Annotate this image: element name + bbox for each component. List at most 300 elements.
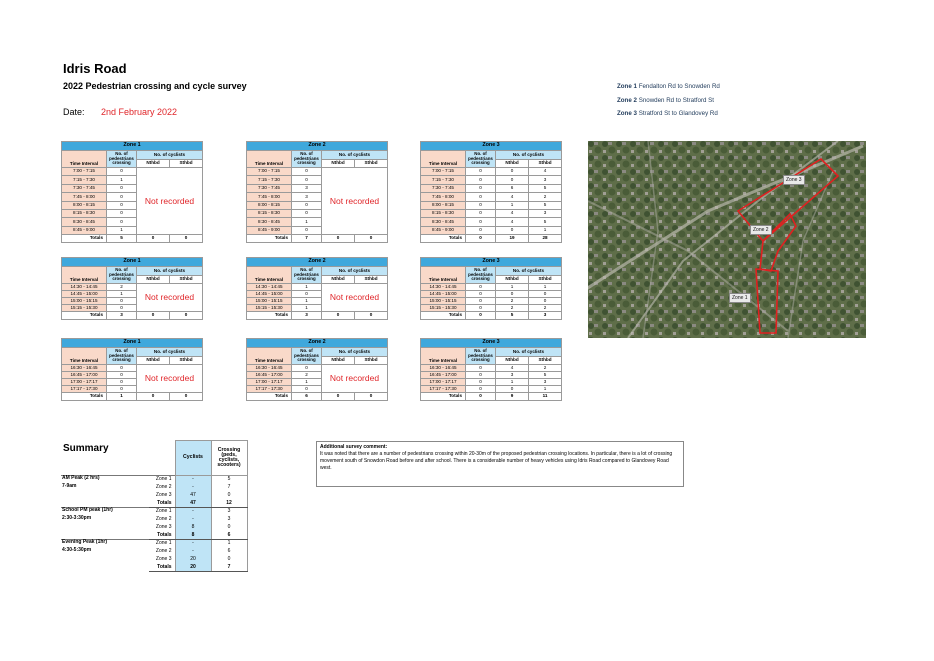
sthbd-total-cell: 0	[170, 312, 203, 320]
zone-legend-key: Zone 1	[617, 83, 637, 90]
totals-label: Totals	[421, 312, 466, 320]
sthbd-count-cell: 1	[529, 226, 562, 234]
time-interval-header: Time Interval	[62, 267, 107, 284]
zone-legend-1	[617, 83, 720, 90]
time-interval-cell: 15:15 - 15:30	[421, 305, 466, 312]
zone-header-row	[421, 339, 562, 348]
sthbd-total-cell: 3	[529, 312, 562, 320]
sthbd-count-cell: 3	[529, 379, 562, 386]
sthbd-total-cell: 11	[529, 393, 562, 401]
time-interval-cell: 8:15 - 8:30	[62, 209, 107, 217]
table-row	[421, 209, 562, 217]
pedestrian-count-cell: 1	[292, 218, 322, 226]
not-recorded-cell: Not recorded	[322, 284, 388, 312]
pedestrian-count-cell: 0	[107, 218, 137, 226]
pedestrian-count-cell: 1	[107, 291, 137, 298]
table-row	[421, 291, 562, 298]
zone-table-title: Zone 1	[62, 142, 203, 151]
not-recorded-cell: Not recorded	[137, 284, 203, 312]
pedestrian-count-cell: 0	[466, 209, 496, 217]
pedestrian-count-cell: 3	[292, 193, 322, 201]
date-label: Date:	[63, 107, 85, 117]
summary-spacer	[149, 441, 175, 476]
pedestrian-count-cell: 0	[107, 379, 137, 386]
pedestrian-count-cell: 0	[466, 226, 496, 234]
sthbd-header: Sthbd	[355, 276, 388, 284]
pedestrian-count-cell: 0	[466, 168, 496, 176]
cyclists-header: No. of cyclists	[137, 267, 203, 276]
table-row	[421, 168, 562, 176]
time-interval-cell: 7:15 - 7:30	[62, 176, 107, 184]
summary-spacer	[61, 441, 149, 476]
zone-table	[61, 141, 203, 243]
zone-header-row	[247, 142, 388, 151]
pedestrian-count-cell: 3	[292, 184, 322, 192]
summary-crossing-cell: 0	[211, 556, 247, 564]
summary-cyclists-cell: 20	[175, 556, 211, 564]
summary-crossing-cell: 3	[211, 516, 247, 524]
pedestrian-count-cell: 1	[107, 176, 137, 184]
summary-cyclists-cell: 8	[175, 524, 211, 532]
pedestrian-count-cell: 0	[466, 193, 496, 201]
nthbd-count-cell: 4	[496, 218, 529, 226]
pedestrian-count-cell: 0	[292, 201, 322, 209]
pedestrian-count-cell: 0	[292, 226, 322, 234]
nthbd-total-cell: 5	[496, 312, 529, 320]
totals-label: Totals	[62, 235, 107, 243]
sthbd-total-cell: 28	[529, 235, 562, 243]
zone-legend-desc: Stratford St to Glandovey Rd	[638, 110, 718, 117]
summary-cyclists-total: 8	[175, 532, 211, 540]
pedestrian-count-cell: 0	[466, 284, 496, 291]
totals-label: Totals	[421, 393, 466, 401]
nthbd-count-cell: 4	[496, 365, 529, 372]
totals-label: Totals	[247, 235, 292, 243]
table-row	[62, 168, 203, 176]
summary-cyclists-cell: 47	[175, 492, 211, 500]
zone-header-row	[62, 339, 203, 348]
pedestrians-header: No. of pedestrians crossing	[107, 151, 137, 168]
summary-cyclists-cell: -	[175, 484, 211, 492]
time-interval-cell: 17:00 - 17:17	[62, 379, 107, 386]
time-interval-cell: 16:45 - 17:00	[421, 372, 466, 379]
pedestrian-count-cell: 0	[466, 379, 496, 386]
pedestrian-count-cell: 0	[107, 386, 137, 393]
time-interval-cell: 16:30 - 16:45	[247, 365, 292, 372]
totals-label: Totals	[62, 312, 107, 320]
sthbd-header: Sthbd	[529, 160, 562, 168]
summary-totals-row	[61, 564, 247, 572]
totals-row	[421, 393, 562, 401]
time-interval-cell: 7:30 - 7:45	[247, 184, 292, 192]
time-interval-cell: 8:30 - 8:45	[247, 218, 292, 226]
totals-label: Totals	[247, 312, 292, 320]
zone-header-row	[421, 258, 562, 267]
zone-table	[246, 141, 388, 243]
header-row	[247, 348, 388, 357]
time-interval-cell: 14:45 - 15:00	[421, 291, 466, 298]
time-interval-header: Time Interval	[421, 348, 466, 365]
sthbd-count-cell: 1	[529, 386, 562, 393]
pedestrians-header: No. of pedestrians crossing	[466, 151, 496, 168]
nthbd-count-cell: 2	[496, 305, 529, 312]
nthbd-count-cell: 3	[496, 372, 529, 379]
cyclists-header: No. of cyclists	[496, 348, 562, 357]
nthbd-total-cell: 0	[322, 393, 355, 401]
summary-totals-label: Totals	[149, 500, 175, 508]
summary-zone-label: Zone 2	[155, 484, 172, 490]
not-recorded-cell: Not recorded	[137, 168, 203, 235]
zone-table	[246, 338, 388, 401]
not-recorded-cell: Not recorded	[322, 365, 388, 393]
sthbd-count-cell: 5	[529, 184, 562, 192]
time-interval-cell: 17:17 - 17:30	[421, 386, 466, 393]
aerial-map-image	[588, 141, 866, 338]
summary-cyclists-cell: -	[175, 508, 211, 516]
pedestrian-total-cell: 7	[292, 235, 322, 243]
pedestrian-count-cell: 0	[107, 372, 137, 379]
pedestrians-header: No. of pedestrians crossing	[292, 151, 322, 168]
pedestrian-total-cell: 5	[107, 235, 137, 243]
zone-legend-key: Zone 2	[617, 97, 637, 104]
summary-period-time: 2:30-3:30pm	[62, 514, 92, 521]
nthbd-total-cell: 0	[137, 393, 170, 401]
summary-crossing-cell: 5	[211, 476, 247, 484]
table-row	[247, 284, 388, 291]
nthbd-count-cell: 1	[496, 284, 529, 291]
nthbd-total-cell: 0	[137, 235, 170, 243]
zone-table-title: Zone 2	[247, 142, 388, 151]
zone-header-row	[247, 339, 388, 348]
pedestrian-count-cell: 0	[292, 209, 322, 217]
table-row	[62, 284, 203, 291]
survey-comment-box	[316, 441, 684, 487]
sthbd-total-cell: 0	[170, 393, 203, 401]
sthbd-count-cell: 5	[529, 372, 562, 379]
nthbd-count-cell: 0	[496, 168, 529, 176]
table-row	[421, 372, 562, 379]
totals-row	[247, 393, 388, 401]
totals-row	[62, 393, 203, 401]
time-interval-cell: 16:45 - 17:00	[62, 372, 107, 379]
nthbd-total-cell: 0	[322, 312, 355, 320]
time-interval-cell: 8:00 - 8:15	[62, 201, 107, 209]
sthbd-count-cell: 2	[529, 305, 562, 312]
summary-crossing-cell: 0	[211, 524, 247, 532]
time-interval-cell: 8:00 - 8:15	[421, 201, 466, 209]
date-value: 2nd February 2022	[101, 107, 178, 117]
pedestrian-count-cell: 0	[292, 386, 322, 393]
totals-row	[247, 235, 388, 243]
summary-row	[61, 492, 247, 500]
summary-zone-label: Zone 1	[149, 540, 175, 548]
time-interval-cell: 8:45 - 9:00	[62, 226, 107, 234]
pedestrian-count-cell: 1	[292, 284, 322, 291]
pedestrian-total-cell: 0	[466, 393, 496, 401]
table-row	[247, 365, 388, 372]
zone-legend-desc: Fendalton Rd to Snowden Rd	[638, 83, 720, 90]
summary-period-name: AM Peak (2 hrs)	[61, 476, 149, 484]
aerial-map	[588, 141, 866, 338]
time-interval-cell: 17:17 - 17:30	[62, 386, 107, 393]
summary-crossing-cell: 7	[211, 484, 247, 492]
table-row	[421, 201, 562, 209]
page-title: Idris Road	[63, 61, 127, 76]
nthbd-count-cell: 6	[496, 184, 529, 192]
summary-period-time: 4:30-5:30pm	[62, 546, 92, 553]
zone-table-title: Zone 3	[421, 339, 562, 348]
sthbd-total-cell: 0	[170, 235, 203, 243]
summary-crossing-total: 6	[211, 532, 247, 540]
nthbd-header: Nthbd	[322, 160, 355, 168]
sthbd-header: Sthbd	[355, 357, 388, 365]
pedestrian-count-cell: 0	[292, 176, 322, 184]
time-interval-cell: 8:45 - 9:00	[247, 226, 292, 234]
summary-crossing-total: 7	[211, 564, 247, 572]
summary-cyclists-cell: -	[175, 476, 211, 484]
sthbd-count-cell: 5	[529, 218, 562, 226]
cyclists-header: No. of cyclists	[137, 348, 203, 357]
pedestrian-count-cell: 0	[466, 291, 496, 298]
zone-table	[420, 338, 562, 401]
zone-table-title: Zone 3	[421, 142, 562, 151]
summary-crossing-cell: 0	[211, 492, 247, 500]
zone-table-title: Zone 2	[247, 258, 388, 267]
sthbd-count-cell: 0	[529, 291, 562, 298]
sthbd-header: Sthbd	[529, 357, 562, 365]
time-interval-cell: 7:15 - 7:30	[247, 176, 292, 184]
pedestrian-count-cell: 1	[292, 305, 322, 312]
pedestrian-count-cell: 0	[107, 209, 137, 217]
time-interval-cell: 17:17 - 17:30	[247, 386, 292, 393]
header-row	[62, 348, 203, 357]
time-interval-cell: 8:45 - 9:00	[421, 226, 466, 234]
pedestrian-count-cell: 0	[107, 193, 137, 201]
sthbd-count-cell: 0	[529, 298, 562, 305]
summary-crossing-cell: 6	[211, 548, 247, 556]
time-interval-cell: 7:45 - 8:00	[247, 193, 292, 201]
time-interval-cell: 14:30 - 14:45	[62, 284, 107, 291]
pedestrian-count-cell: 0	[107, 298, 137, 305]
not-recorded-cell: Not recorded	[322, 168, 388, 235]
time-interval-cell: 7:00 - 7:15	[247, 168, 292, 176]
table-row	[421, 226, 562, 234]
time-interval-cell: 16:30 - 16:45	[421, 365, 466, 372]
cyclists-header: No. of cyclists	[496, 267, 562, 276]
zone-header-row	[62, 142, 203, 151]
time-interval-cell: 17:00 - 17:17	[421, 379, 466, 386]
summary-col-crossing: Crossing (peds, cyclists, scooters)	[211, 441, 247, 476]
sthbd-count-cell: 1	[529, 284, 562, 291]
summary-spacer	[61, 524, 149, 532]
time-interval-cell: 15:00 - 15:15	[62, 298, 107, 305]
sthbd-total-cell: 0	[355, 235, 388, 243]
pedestrian-total-cell: 1	[107, 393, 137, 401]
not-recorded-cell: Not recorded	[137, 365, 203, 393]
nthbd-total-cell: 19	[496, 235, 529, 243]
table-row	[421, 218, 562, 226]
pedestrian-count-cell: 0	[292, 168, 322, 176]
table-row	[62, 365, 203, 372]
nthbd-total-cell: 9	[496, 393, 529, 401]
pedestrians-header: No. of pedestrians crossing	[107, 267, 137, 284]
header-row	[62, 151, 203, 160]
zone-legend-desc: Snowden Rd to Stratford St	[638, 97, 715, 104]
zone-table	[61, 338, 203, 401]
pedestrians-header: No. of pedestrians crossing	[466, 348, 496, 365]
summary-row	[61, 476, 247, 484]
map-label-zone-2: Zone 2	[750, 225, 772, 235]
zone-table-title: Zone 1	[62, 339, 203, 348]
nthbd-count-cell: 4	[496, 193, 529, 201]
pedestrian-total-cell: 6	[292, 393, 322, 401]
summary-cyclists-total: 20	[175, 564, 211, 572]
pedestrians-header: No. of pedestrians crossing	[292, 348, 322, 365]
pedestrian-count-cell: 0	[107, 168, 137, 176]
time-interval-cell: 8:30 - 8:45	[421, 218, 466, 226]
nthbd-header: Nthbd	[137, 276, 170, 284]
pedestrian-count-cell: 0	[107, 201, 137, 209]
summary-row	[61, 516, 247, 524]
zone-table	[246, 257, 388, 320]
pedestrian-count-cell: 0	[466, 201, 496, 209]
pedestrians-header: No. of pedestrians crossing	[466, 267, 496, 284]
pedestrian-count-cell: 0	[466, 372, 496, 379]
summary-row	[61, 484, 247, 492]
nthbd-count-cell: 2	[496, 298, 529, 305]
table-row	[421, 184, 562, 192]
summary-zone-label: Zone 3	[155, 492, 172, 498]
table-row	[421, 176, 562, 184]
pedestrian-count-cell: 1	[292, 298, 322, 305]
time-interval-cell: 7:45 - 8:00	[62, 193, 107, 201]
zone-table	[420, 257, 562, 320]
sthbd-total-cell: 0	[355, 393, 388, 401]
sthbd-header: Sthbd	[529, 276, 562, 284]
sthbd-count-cell: 5	[529, 201, 562, 209]
summary-cyclists-cell: -	[175, 540, 211, 548]
time-interval-cell: 8:15 - 8:30	[421, 209, 466, 217]
nthbd-count-cell: 4	[496, 209, 529, 217]
pedestrian-count-cell: 1	[292, 379, 322, 386]
nthbd-total-cell: 0	[137, 312, 170, 320]
time-interval-header: Time Interval	[421, 267, 466, 284]
summary-zone-label: Zone 1	[149, 508, 175, 516]
time-interval-header: Time Interval	[62, 348, 107, 365]
time-interval-cell: 15:15 - 15:30	[62, 305, 107, 312]
pedestrian-total-cell: 3	[292, 312, 322, 320]
totals-label: Totals	[421, 235, 466, 243]
summary-zone-label: Zone 1	[149, 476, 175, 484]
time-interval-cell: 7:00 - 7:15	[421, 168, 466, 176]
summary-crossing-cell: 1	[211, 540, 247, 548]
summary-totals-label: Totals	[149, 532, 175, 540]
zone-header-row	[247, 258, 388, 267]
time-interval-header: Time Interval	[62, 151, 107, 168]
summary-spacer	[61, 492, 149, 500]
survey-comment-text: It was noted that there are a number of pedestrians crossing within 20-30m of the proposed pedestrian crossing locations. In particular, there is a lot of crossing movement south of Snowdon Road before and after school. There is a considerable number of heavy vehicles using Idris Road compared to Glandovey Road west.	[320, 451, 673, 471]
table-row	[421, 298, 562, 305]
time-interval-cell: 7:00 - 7:15	[62, 168, 107, 176]
pedestrian-count-cell: 2	[292, 372, 322, 379]
summary-col-cyclists: Cyclists	[175, 441, 211, 476]
summary-row	[61, 556, 247, 564]
summary-table	[61, 440, 248, 572]
pedestrian-count-cell: 2	[107, 284, 137, 291]
cyclists-header: No. of cyclists	[322, 267, 388, 276]
summary-crossing-total: 12	[211, 500, 247, 508]
summary-cyclists-total: 47	[175, 500, 211, 508]
sthbd-header: Sthbd	[170, 357, 203, 365]
sthbd-count-cell: 3	[529, 209, 562, 217]
totals-label: Totals	[62, 393, 107, 401]
pedestrian-total-cell: 0	[466, 235, 496, 243]
survey-comment-title: Additional survey comment:	[320, 444, 388, 450]
table-row	[421, 305, 562, 312]
zone-table	[61, 257, 203, 320]
time-interval-cell: 15:00 - 15:15	[247, 298, 292, 305]
time-interval-cell: 7:30 - 7:45	[421, 184, 466, 192]
time-interval-header: Time Interval	[247, 348, 292, 365]
totals-row	[247, 312, 388, 320]
time-interval-cell: 8:00 - 8:15	[247, 201, 292, 209]
time-interval-cell: 8:30 - 8:45	[62, 218, 107, 226]
summary-spacer	[61, 556, 149, 564]
page-subtitle: 2022 Pedestrian crossing and cycle survey	[63, 81, 247, 91]
pedestrian-count-cell: 1	[107, 226, 137, 234]
header-row	[421, 267, 562, 276]
totals-label: Totals	[247, 393, 292, 401]
header-row	[421, 151, 562, 160]
totals-row	[62, 235, 203, 243]
time-interval-cell: 14:45 - 15:00	[62, 291, 107, 298]
cyclists-header: No. of cyclists	[322, 151, 388, 160]
header-row	[421, 348, 562, 357]
pedestrians-header: No. of pedestrians crossing	[107, 348, 137, 365]
pedestrian-count-cell: 0	[292, 365, 322, 372]
nthbd-header: Nthbd	[496, 276, 529, 284]
summary-cyclists-cell: -	[175, 548, 211, 556]
summary-period-time: 7-9am	[62, 482, 77, 489]
nthbd-count-cell: 0	[496, 386, 529, 393]
nthbd-header: Nthbd	[137, 357, 170, 365]
time-interval-header: Time Interval	[247, 151, 292, 168]
summary-cyclists-cell: -	[175, 516, 211, 524]
pedestrian-count-cell: 0	[107, 305, 137, 312]
nthbd-count-cell: 1	[496, 201, 529, 209]
time-interval-cell: 16:45 - 17:00	[247, 372, 292, 379]
sthbd-count-cell: 2	[529, 193, 562, 201]
pedestrian-count-cell: 0	[107, 365, 137, 372]
zone-legend-key: Zone 3	[617, 110, 637, 117]
time-interval-cell: 14:30 - 14:45	[247, 284, 292, 291]
pedestrian-count-cell: 0	[292, 291, 322, 298]
nthbd-count-cell: 0	[496, 291, 529, 298]
summary-row	[61, 548, 247, 556]
table-row	[421, 193, 562, 201]
nthbd-header: Nthbd	[322, 357, 355, 365]
summary-row	[61, 524, 247, 532]
nthbd-count-cell: 0	[496, 226, 529, 234]
summary-zone-label: Zone 3	[155, 524, 172, 530]
time-interval-cell: 16:30 - 16:45	[62, 365, 107, 372]
zone-legend-3	[617, 110, 718, 117]
time-interval-cell: 8:15 - 8:30	[247, 209, 292, 217]
pedestrian-count-cell: 0	[466, 176, 496, 184]
pedestrian-count-cell: 0	[107, 184, 137, 192]
header-row	[247, 267, 388, 276]
summary-zone-label: Zone 2	[155, 548, 172, 554]
